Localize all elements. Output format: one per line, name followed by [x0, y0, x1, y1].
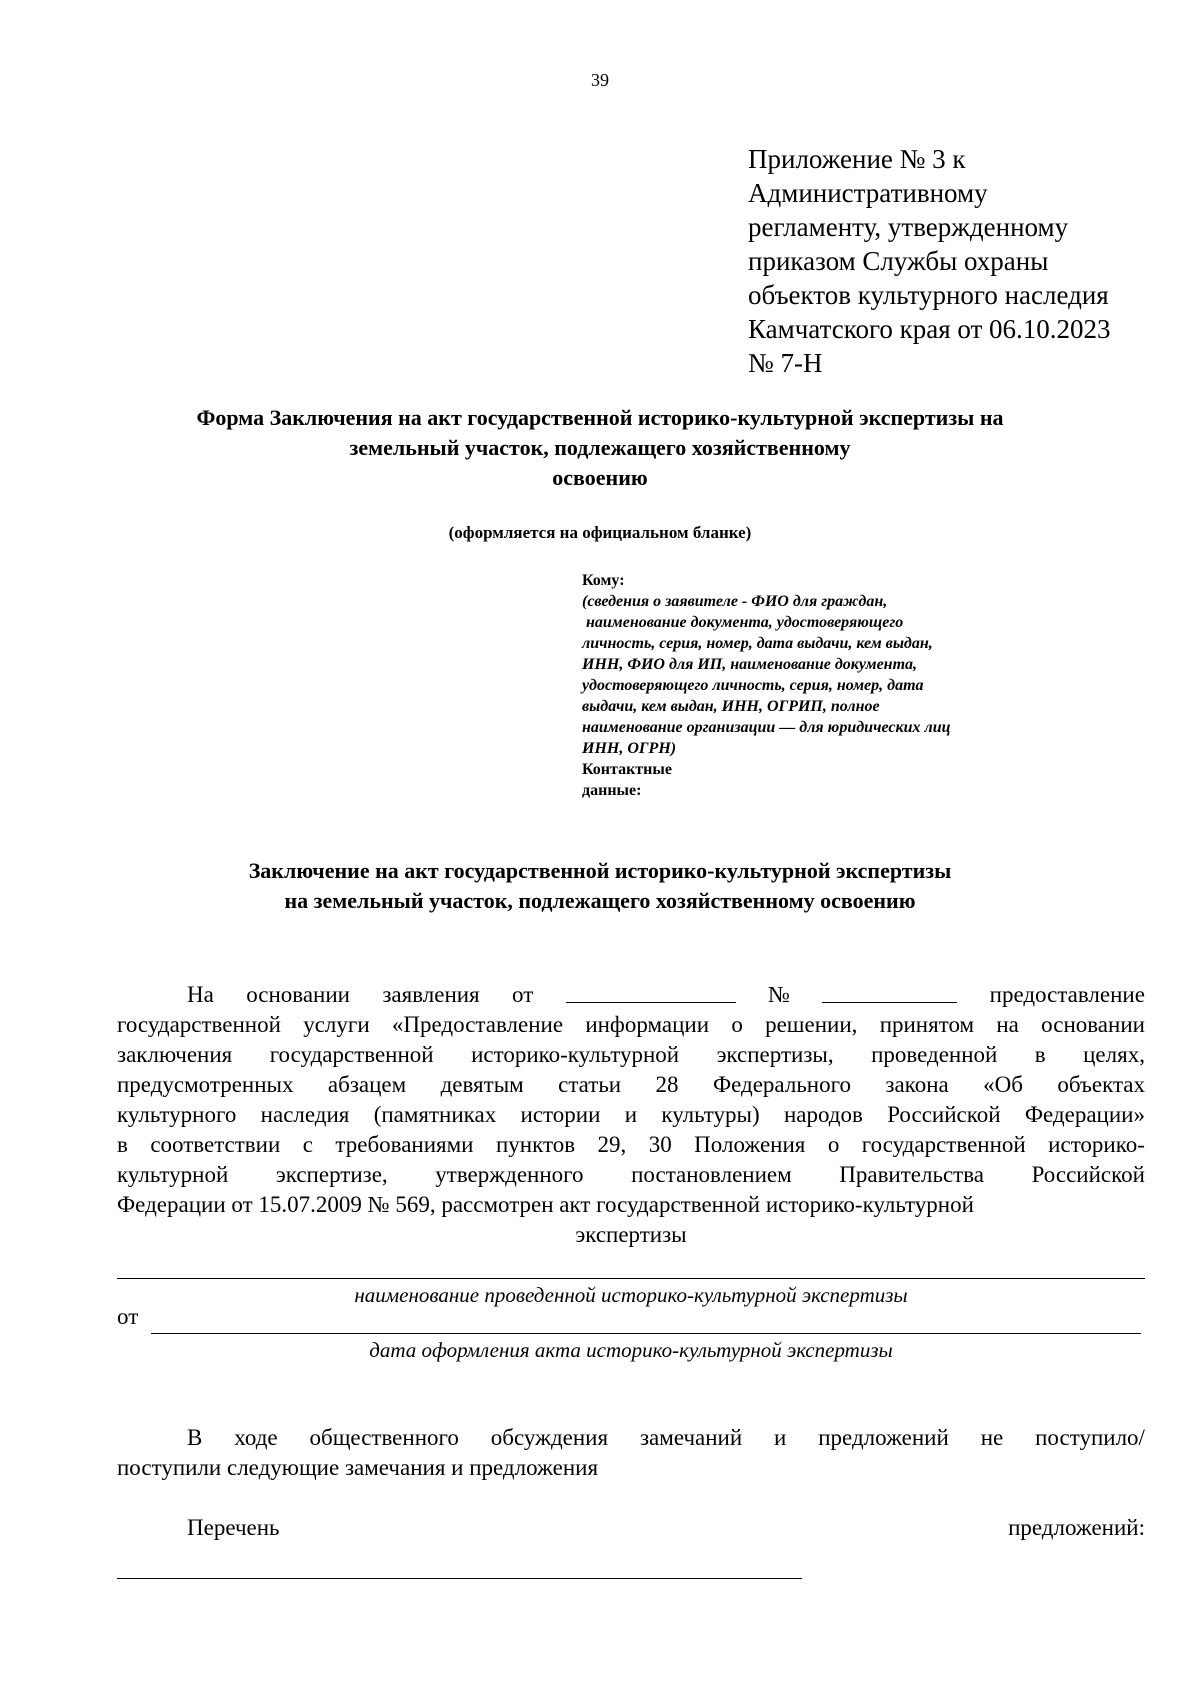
form-title-line: земельный участок, подлежащего хозяйственному — [349, 435, 851, 460]
word: замечаний — [639, 1425, 743, 1450]
word: «Предоставление — [391, 1012, 564, 1037]
contact-label-line: Контактные — [582, 761, 672, 778]
application-date-field[interactable] — [566, 980, 736, 1003]
word: основании — [1041, 1012, 1145, 1037]
word: поступило/ — [1035, 1425, 1145, 1450]
application-number-field[interactable] — [822, 980, 957, 1003]
appendix-line: № 7-Н — [748, 348, 823, 378]
paragraph-line — [117, 1040, 1145, 1070]
word: о — [827, 1132, 840, 1157]
paragraph-line — [117, 1160, 1145, 1190]
word: историко- — [1048, 1132, 1145, 1157]
appendix-line: объектов культурного наследия — [748, 280, 1109, 310]
word: культурного — [117, 1102, 237, 1127]
word: постановлением — [631, 1162, 792, 1187]
word: абзацем — [327, 1072, 407, 1097]
word: экспертизы, — [716, 1042, 834, 1067]
main-paragraph — [117, 980, 1145, 1250]
appendix-line: регламенту, утвержденному — [748, 212, 1069, 242]
list-label: Перечень — [187, 1515, 280, 1540]
paragraph-line — [117, 1010, 1145, 1040]
word: заключения — [117, 1042, 233, 1067]
recipient-details-line: (сведения о заявителе - ФИО для граждан, — [582, 593, 888, 610]
word: принятом — [879, 1012, 975, 1037]
word: (памятниках — [373, 1102, 497, 1127]
word: обсуждения — [490, 1425, 609, 1450]
word: 29, — [597, 1132, 627, 1157]
word: объектах — [1057, 1072, 1145, 1097]
appendix-line: Административному — [748, 178, 988, 208]
word: Российской — [1031, 1162, 1145, 1187]
conclusion-title-line: на земельный участок, подлежащего хозяйственному освоению — [284, 888, 916, 913]
word: от — [512, 982, 534, 1007]
recipient-details-line: наименование документа, удостоверяющего — [582, 614, 904, 631]
word: народов — [783, 1102, 863, 1127]
word: Федерального — [712, 1072, 851, 1097]
word: На — [187, 982, 214, 1007]
conclusion-title — [60, 856, 1140, 916]
word: 28 — [655, 1072, 679, 1097]
appendix-header — [748, 142, 1111, 380]
form-title-line: Форма Заключения на акт государственной историко-культурной экспертизы на — [196, 405, 1004, 430]
word: Федерации» — [1024, 1102, 1145, 1127]
word: в — [1034, 1042, 1046, 1067]
word: культуры) — [661, 1102, 760, 1127]
proposals-list-line — [117, 1513, 1145, 1543]
word: и — [774, 1425, 787, 1450]
form-title-line: освоению — [552, 465, 648, 490]
word: № — [767, 982, 790, 1007]
appendix-line: Камчатского края от 06.10.2023 — [748, 314, 1111, 344]
form-title — [60, 403, 1140, 493]
word: заявления — [382, 982, 480, 1007]
expertise-name-caption: наименование проведенной историко-культурной экспертизы — [354, 1283, 908, 1307]
recipient-block — [582, 570, 950, 801]
word: в — [117, 1132, 128, 1157]
word: Правительства — [839, 1162, 984, 1187]
word: решении, — [765, 1012, 858, 1037]
word: требованиями — [335, 1132, 474, 1157]
paragraph-line — [117, 1100, 1145, 1130]
word: на — [996, 1012, 1019, 1037]
contact-label-line: данные: — [582, 782, 642, 799]
word: не — [980, 1425, 1004, 1450]
word: Положения — [694, 1132, 806, 1157]
word: государственной — [117, 1012, 281, 1037]
discussion-paragraph — [117, 1423, 1145, 1483]
conclusion-title-line: Заключение на акт государственной историко-культурной экспертизы — [248, 858, 952, 883]
discussion-first-line — [117, 1423, 1145, 1453]
word: историко-культурной — [471, 1042, 680, 1067]
paragraph-line — [117, 1130, 1145, 1160]
recipient-details-line: удостоверяющего личность, серия, номер, дата — [582, 677, 924, 694]
word: статьи — [558, 1072, 622, 1097]
word: предусмотренных — [117, 1072, 294, 1097]
word: закона — [885, 1072, 949, 1097]
word: истории — [520, 1102, 601, 1127]
word: информации — [585, 1012, 710, 1037]
proposals-list-row — [117, 1513, 1145, 1543]
word: культурной — [117, 1162, 229, 1187]
act-date-field[interactable] — [151, 1333, 1141, 1334]
word: «Об — [983, 1072, 1023, 1097]
word: целях, — [1083, 1042, 1145, 1067]
word: соответствии — [150, 1132, 281, 1157]
word: наследия — [260, 1102, 350, 1127]
recipient-details-line: личность, серия, номер, дата выдачи, кем выдан, — [582, 635, 933, 652]
word: государственной — [861, 1132, 1026, 1157]
word: ходе — [234, 1425, 278, 1450]
word: утвержденного — [435, 1162, 584, 1187]
paragraph-tail: экспертизы — [575, 1222, 687, 1247]
word: о — [731, 1012, 743, 1037]
word: девятым — [440, 1072, 524, 1097]
word: предоставление — [989, 982, 1145, 1007]
paragraph-line — [117, 1070, 1145, 1100]
word: проведенной — [871, 1042, 998, 1067]
expertise-name-field[interactable] — [117, 1278, 1145, 1279]
word: предложений — [818, 1425, 949, 1450]
word: 30 — [648, 1132, 672, 1157]
list-label-right: предложений: — [1008, 1515, 1145, 1540]
discussion-line: поступили следующие замечания и предложения — [117, 1455, 599, 1480]
word: Российской — [887, 1102, 1001, 1127]
word: В — [187, 1425, 203, 1450]
page-number: 39 — [591, 70, 609, 90]
word: услуги — [303, 1012, 370, 1037]
from-label: от — [117, 1304, 139, 1329]
word: государственной — [269, 1042, 434, 1067]
official-blank-note: (оформляется на официальном бланке) — [448, 523, 752, 542]
paragraph-line: Федерации от 15.07.2009 № 569, рассмотрен акт государственной историко-культурной — [117, 1192, 974, 1217]
recipient-details-line: ИНН, ОГРН) — [582, 740, 677, 757]
appendix-line: Приложение № 3 к — [748, 144, 966, 174]
word: экспертизе, — [275, 1162, 388, 1187]
word: пунктов — [495, 1132, 576, 1157]
word: общественного — [309, 1425, 459, 1450]
recipient-details-line: выдачи, кем выдан, ИНН, ОГРИП, полное — [582, 698, 880, 715]
recipient-details-line: наименование организации — для юридических лиц — [582, 719, 951, 736]
recipient-details-line: ИНН, ФИО для ИП, наименование документа, — [582, 656, 918, 673]
proposals-field[interactable] — [117, 1578, 802, 1579]
act-date-caption: дата оформления акта историко-культурной экспертизы — [369, 1338, 893, 1362]
word: с — [302, 1132, 313, 1157]
paragraph-first-line — [117, 980, 1145, 1010]
appendix-line: приказом Службы охраны — [748, 246, 1049, 276]
word: основании — [246, 982, 350, 1007]
recipient-label: Кому: — [582, 572, 625, 589]
word: и — [624, 1102, 638, 1127]
